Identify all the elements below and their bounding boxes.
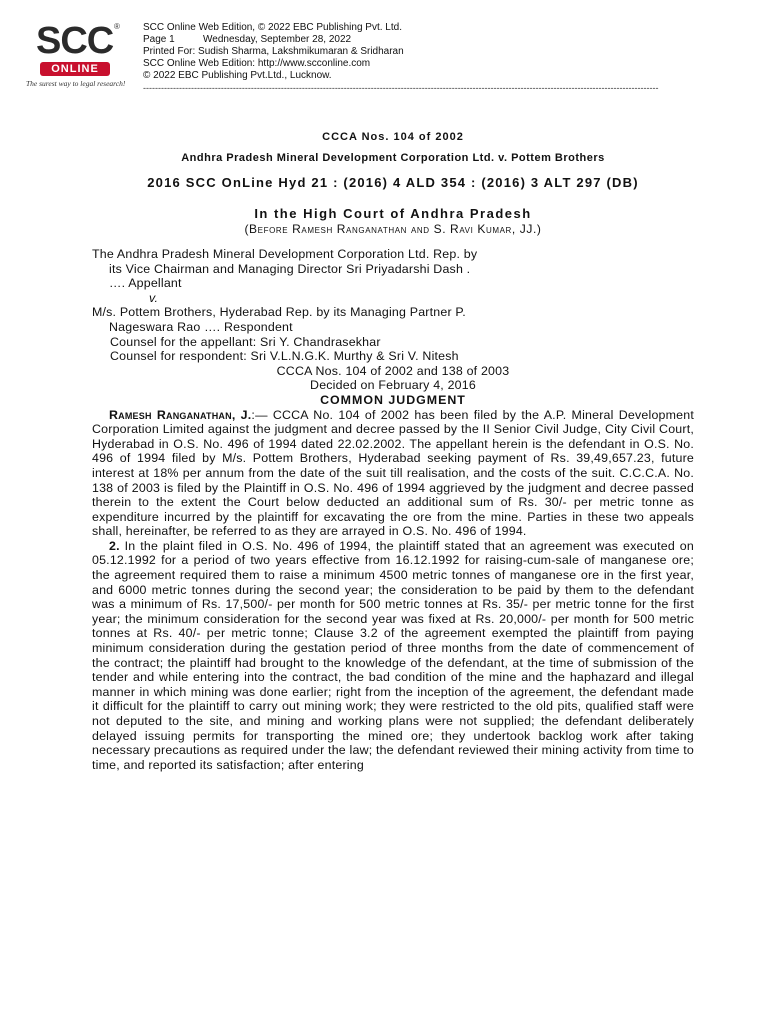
header-page-line: [143, 34, 659, 46]
print-header: [143, 22, 659, 94]
logo-brand: SCC: [36, 20, 114, 62]
paragraph-2-text: In the plaint filed in O.S. No. 496 of 1994, the plaintiff stated that an agreement was executed on 05.12.1992 for a period of two years effective from 16.12.1992 for raising-cum-sale of manganese ore; the agreement required them to raise a minimum 4500 metric tonnes of manganese ore in the first year, and 6000 metric tonnes during the second year; the consideration to be paid by them to the defendant was a minimum of Rs. 17,500/- per month for 500 metric tonnes at Rs. 35/- per metric tonne for the first year; the minimum consideration for the second year was fixed at Rs. 20,000/- per month for 500 metric tonnes at Rs. 40/- per metric tonne; Clause 3.2 of the agreement exempted the plaintiff from paying minimum consideration during the gestation period of three months from the date of commencement of the contract; the plaintiff had brought to the knowledge of the defendant, at the time of submission of the tender and while entering into the contract, the bad condition of the mine and the haphazard and illegal manner in which mining was done earlier; right from the inception of the agreement, the defendant made it difficult for the plaintiff to carry out mining work; they were restricted to the old pits, qualified staff were not deputed to the site, and mining and working plans were not supplied; the defendant deliberately delayed issuing permits for transporting the mined ore; they undertook backlog work after taking necessary precautions as required under the law; the defendant reviewed their mining activity from time to time, and reported its satisfaction; after entering: [92, 538, 694, 772]
paragraph-1: [92, 408, 694, 539]
paragraph-2-number: 2.: [109, 538, 120, 553]
paragraph-2: [92, 539, 694, 773]
paragraph-1-text: :— CCCA No. 104 of 2002 has been filed by the A.P. Mineral Development Corporation Limited against the judgment and decree passed by the II Senior Civil Judge, City Civil Court, Hyderabad in O.S. No. 496 of 1994 dated 22.02.2002. The appellant herein is the defendant in O.S. No. 496 of 1994 filed by M/s. Pottem Brothers, Hyderabad seeking payment of Rs. 39,49,657.23, future interest at 18% per annum from the date of the suit till realisation, and the costs of the suit. C.C.C.A. No. 138 of 2003 is filed by the Plaintiff in O.S. No. 496 of 1994 aggrieved by the judgment and decree passed therein to the extent the Court below deducted an additional sum of Rs. 30/- per metric tonne as expenditure incurred by the plaintiff for excavating the ore from the mine. Parties in these two appeals shall, hereinafter, be referred to as they are arrayed in O.S. No. 496 of 1994.: [92, 407, 694, 539]
logo-online-badge: ONLINE: [40, 62, 110, 76]
appellant-line-2: its Vice Chairman and Managing Director Sri Priyadarshi Dash .: [109, 261, 471, 276]
respondent-line-2: Nageswara Rao …. Respondent: [109, 319, 293, 334]
judge-name: Ramesh Ranganathan, J.: [109, 407, 252, 422]
counsel-respondent: Counsel for respondent: Sri V.L.N.G.K. Murthy & Sri V. Nitesh: [110, 349, 459, 364]
appellant-label: …. Appellant: [109, 276, 182, 291]
header-date: Wednesday, September 28, 2022: [203, 34, 352, 45]
document-body: [92, 247, 694, 772]
case-numbers: CCCA Nos. 104 of 2002 and 138 of 2003: [276, 363, 510, 378]
header-web-edition: SCC Online Web Edition: http://www.scconline.com: [143, 58, 371, 69]
case-parties: Andhra Pradesh Mineral Development Corporation Ltd. v. Pottem Brothers: [181, 152, 605, 164]
logo-registered-mark: ®: [114, 22, 120, 31]
versus: v.: [149, 290, 159, 305]
header-copyright: © 2022 EBC Publishing Pvt.Ltd., Lucknow.: [143, 70, 332, 81]
case-number: CCCA Nos. 104 of 2002: [322, 131, 464, 143]
bench: (Before Ramesh Ranganathan and S. Ravi Kumar, JJ.): [244, 222, 542, 236]
judgment-heading: COMMON JUDGMENT: [320, 392, 466, 407]
header-rule: ----------------------------------------------------------------------------------------------------------------------------------------------------------------------------: [143, 83, 659, 93]
decided-date: Decided on February 4, 2016: [310, 378, 476, 393]
logo-tagline: The surest way to legal research!: [26, 79, 126, 88]
header-edition: SCC Online Web Edition, © 2022 EBC Publishing Pvt. Ltd.: [143, 22, 402, 33]
counsel-appellant: Counsel for the appellant: Sri Y. Chandrasekhar: [110, 334, 381, 349]
appellant-line-1: The Andhra Pradesh Mineral Development Corporation Ltd. Rep. by: [92, 247, 478, 261]
header-page-number: Page 1: [143, 34, 175, 45]
court-name: In the High Court of Andhra Pradesh: [254, 206, 532, 221]
respondent-line-1: M/s. Pottem Brothers, Hyderabad Rep. by its Managing Partner P.: [92, 305, 466, 320]
scc-online-logo: [26, 22, 138, 92]
case-citation: 2016 SCC OnLine Hyd 21 : (2016) 4 ALD 354 : (2016) 3 ALT 297 (DB): [147, 175, 639, 190]
header-printed-for: Printed For: Sudish Sharma, Lakshmikumaran & Sridharan: [143, 46, 404, 57]
